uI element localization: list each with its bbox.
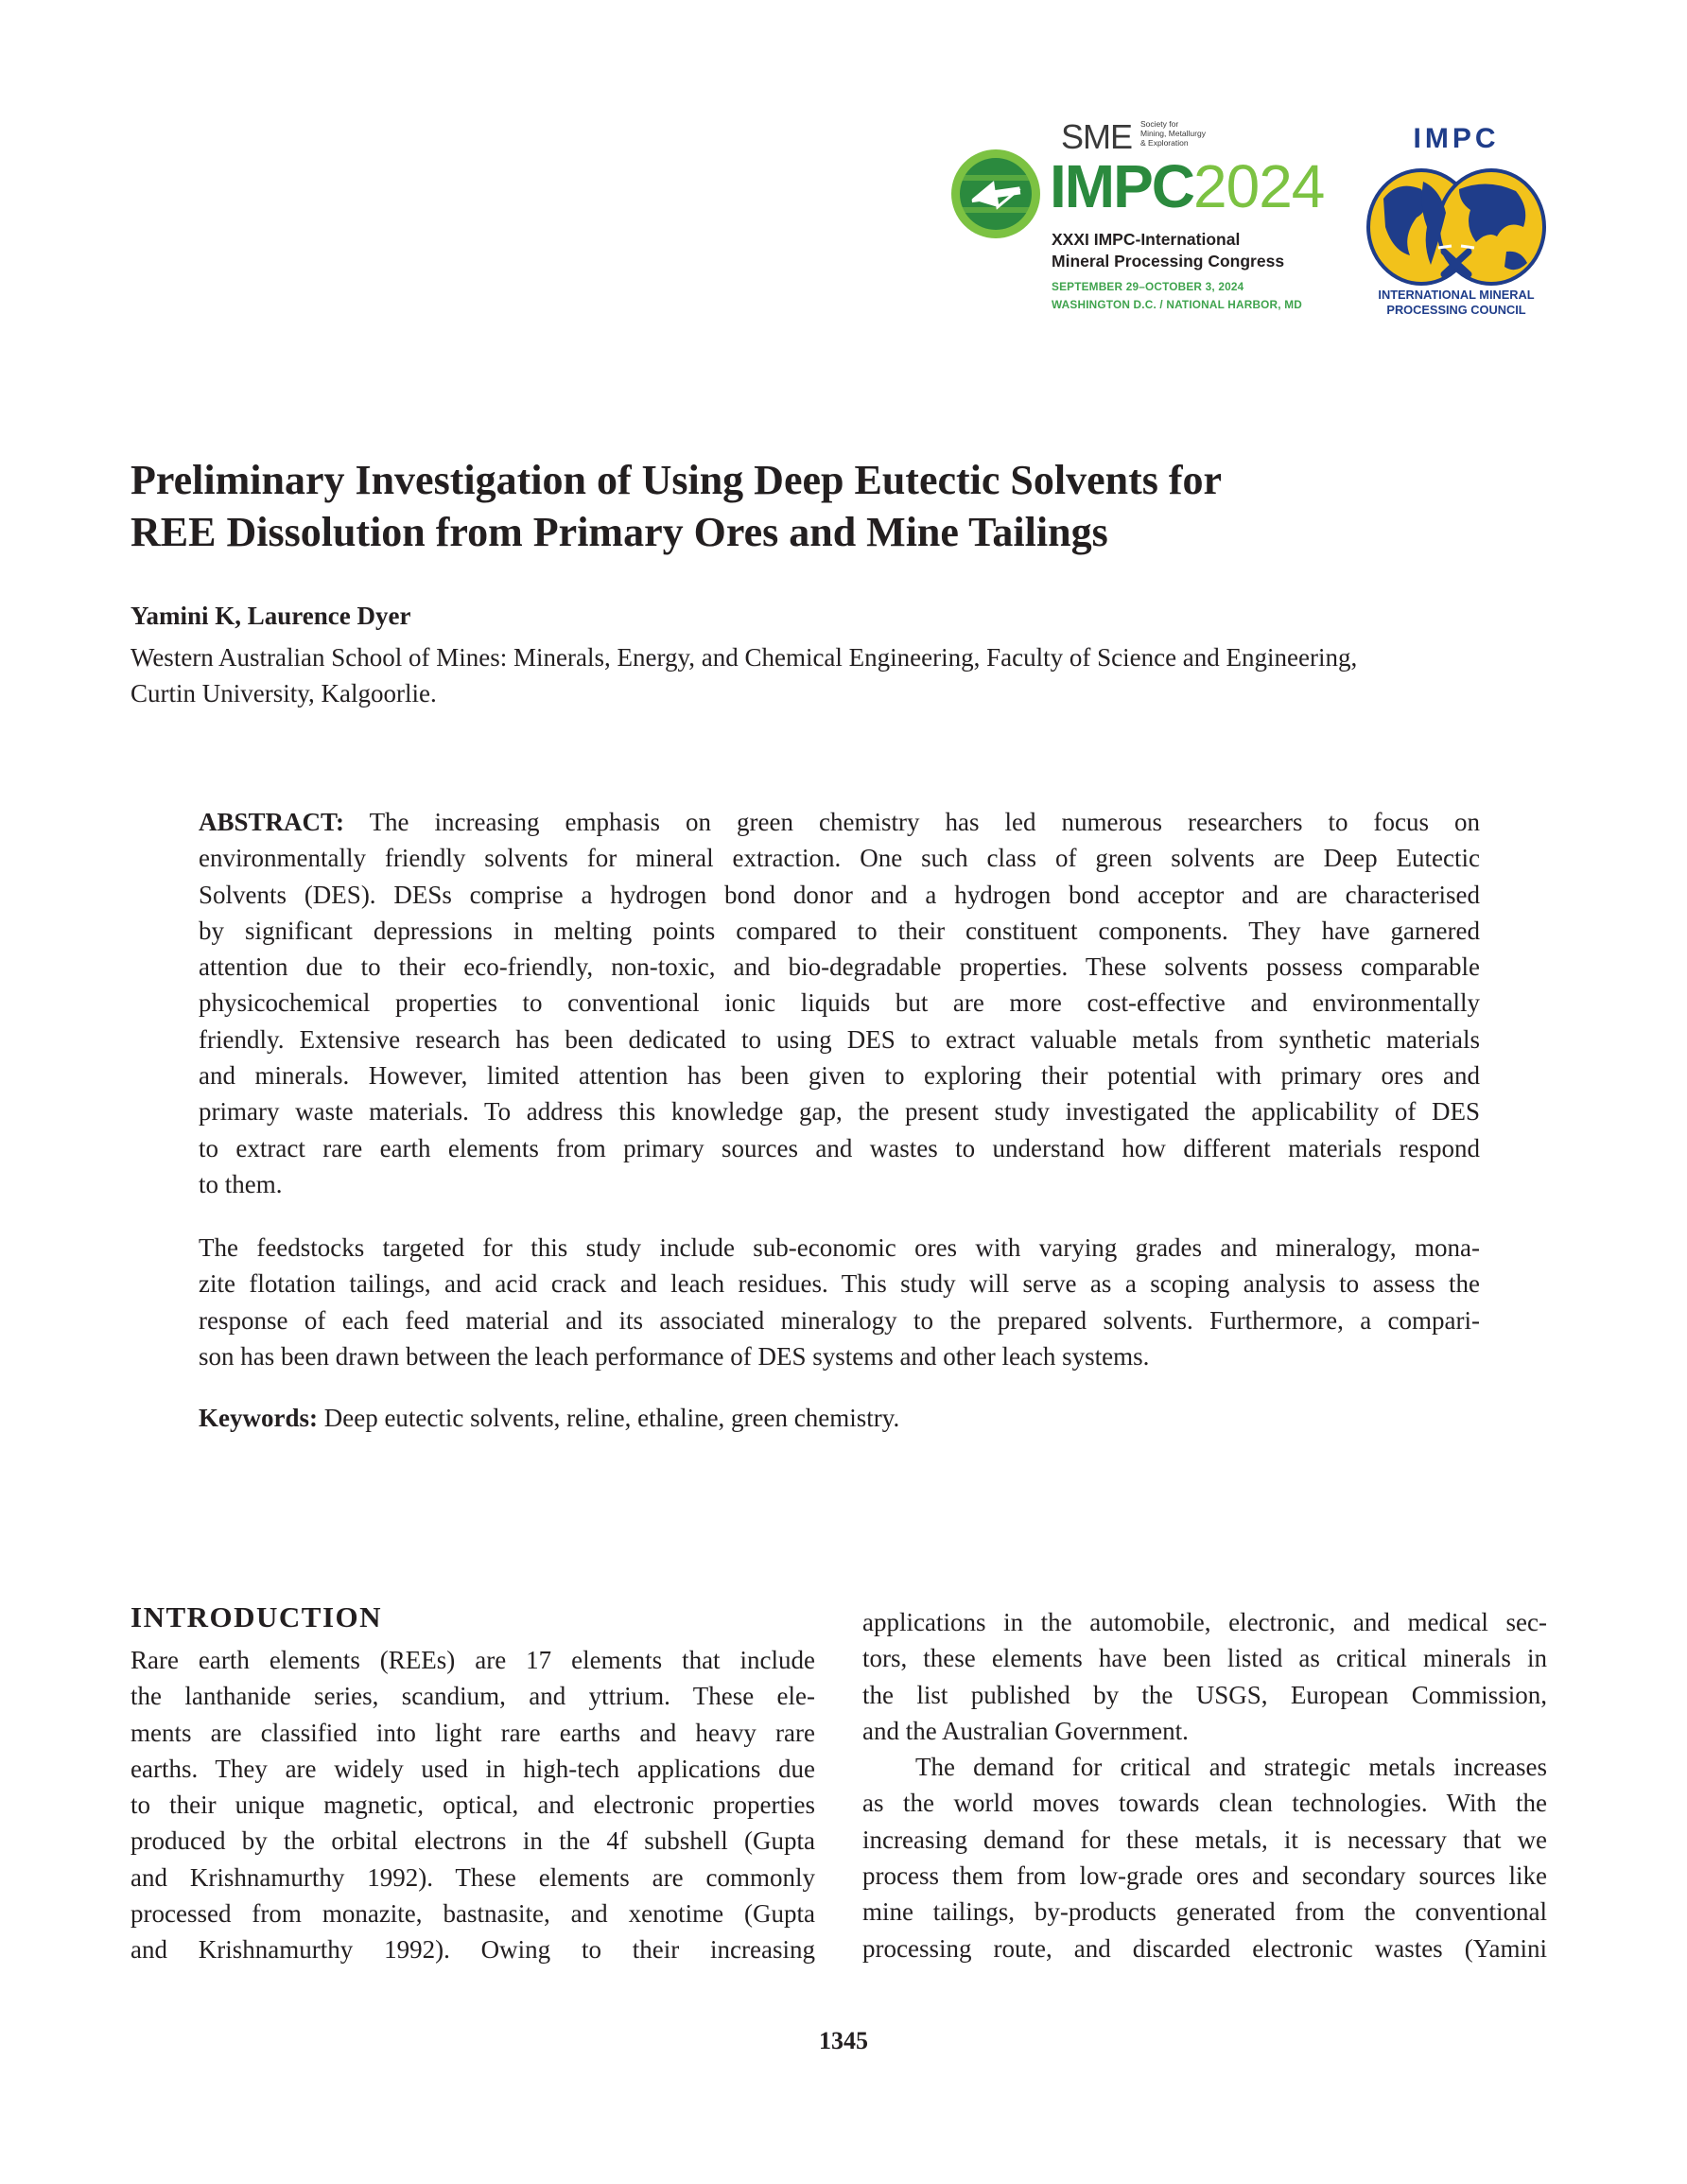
abstract-label: ABSTRACT: [199, 808, 345, 836]
keywords-label: Keywords: [199, 1404, 318, 1432]
introduction-heading: INTRODUCTION [130, 1600, 383, 1634]
council-name-line2: PROCESSING COUNCIL [1386, 303, 1526, 317]
congress-name-line2: Mineral Processing Congress [1052, 252, 1285, 271]
author-list: Yamini K, Laurence Dyer [130, 602, 411, 630]
keywords-text: Deep eutectic solvents, reline, ethaline, green chemistry. [317, 1404, 900, 1432]
page-number: 1345 [819, 2027, 868, 2054]
congress-date: SEPTEMBER 29–OCTOBER 3, 2024 [1052, 280, 1244, 293]
abstract-first-line: ABSTRACT: The increasing emphasis on green chemistry has led numerous researchers to focus on [199, 808, 1480, 836]
impc-council-logo [1362, 123, 1551, 322]
impc-2024-wordmark: IMPC2024 [1050, 152, 1325, 220]
sme-wordmark: SME [1061, 117, 1133, 156]
paper-title: Preliminary Investigation of Using Deep Eutectic Solvents for REE Dissolution from Primary Ores and Mine Tailings [130, 457, 1223, 555]
globe-icon [1365, 161, 1548, 295]
impc-circle-logo-icon [948, 147, 1043, 241]
congress-name-line1: XXXI IMPC-International [1052, 230, 1241, 249]
sme-subtitle: Society for Mining, Metallurgy & Exploration [1140, 119, 1206, 148]
abstract-paragraph-2: The feedstocks targeted for this study include sub-economic ores with varying grades and mineralogy, mona- zite flotation tailings, and acid crack and leach residues. This study will serve as a scoping analysis to assess the response of each feed material and its associated mineralogy to the prepared solvents. Furthermore, a compari- son has been drawn between the leach performance of DES systems and other leach systems. [199, 1233, 1480, 1371]
abstract-paragraph-1: ABSTRACT: The increasing emphasis on green chemistry has led numerous researchers to focus on environmentally friendly solvents for mineral extraction. One such class of green solvents are Deep Eutectic Solvents (DES). DESs comprise a hydrogen bond donor and a hydrogen bond acceptor and are characterised by significant depressions in melting points compared to their constituent components. They have garnered attention due to their eco-friendly, non-toxic, and bio-degradable properties. These solvents possess comparable physicochemical properties to conventional ionic liquids but are more cost-effective and environmentally friendly. Extensive research has been dedicated to using DES to extract valuable metals from synthetic materials and minerals. However, limited attention has been given to exploring their potential with primary ores and primary waste materials. To address this knowledge gap, the present study investigated the applicability of DES to extract rare earth elements from primary sources and wastes to understand how different materials respond to them. [199, 804, 1480, 1202]
keywords-line [199, 1404, 899, 1433]
intro-right-column: applications in the automobile, electronic, and medical sec- tors, these elements have been listed as critical minerals in the list published by the USGS, European Commission, and the Australian Government. The demand for critical and strategic metals increases as the world moves towards clean technologies. With the increasing demand for these metals, it is necessary that we process them from low-grade ores and secondary sources like mine tailings, by-products generated from the conventional processing route, and discarded electronic wastes (Yamini [862, 1608, 1547, 1963]
council-name-line1: INTERNATIONAL MINERAL [1378, 288, 1535, 302]
council-acronym: IMPC [1413, 123, 1500, 154]
intro-left-column: Rare earth elements (REEs) are 17 elements that include the lanthanide series, scandium, and yttrium. These ele- ments are classified into light rare earths and heavy rare earths. They are widely used in high-tech applications due to their unique magnetic, optical, and electronic properties produced by the orbital electrons in the 4f subshell (Gupta and Krishnamurthy 1992). These elements are commonly processed from monazite, bastnasite, and xenotime (Gupta and Krishnamurthy 1992). Owing to their increasing [130, 1646, 815, 1965]
congress-location: WASHINGTON D.C. / NATIONAL HARBOR, MD [1052, 298, 1302, 311]
author-affiliation: Western Australian School of Mines: Minerals, Energy, and Chemical Engineering, Faculty of Science and Engineering, Curtin University, Kalgoorlie. [130, 643, 1358, 708]
